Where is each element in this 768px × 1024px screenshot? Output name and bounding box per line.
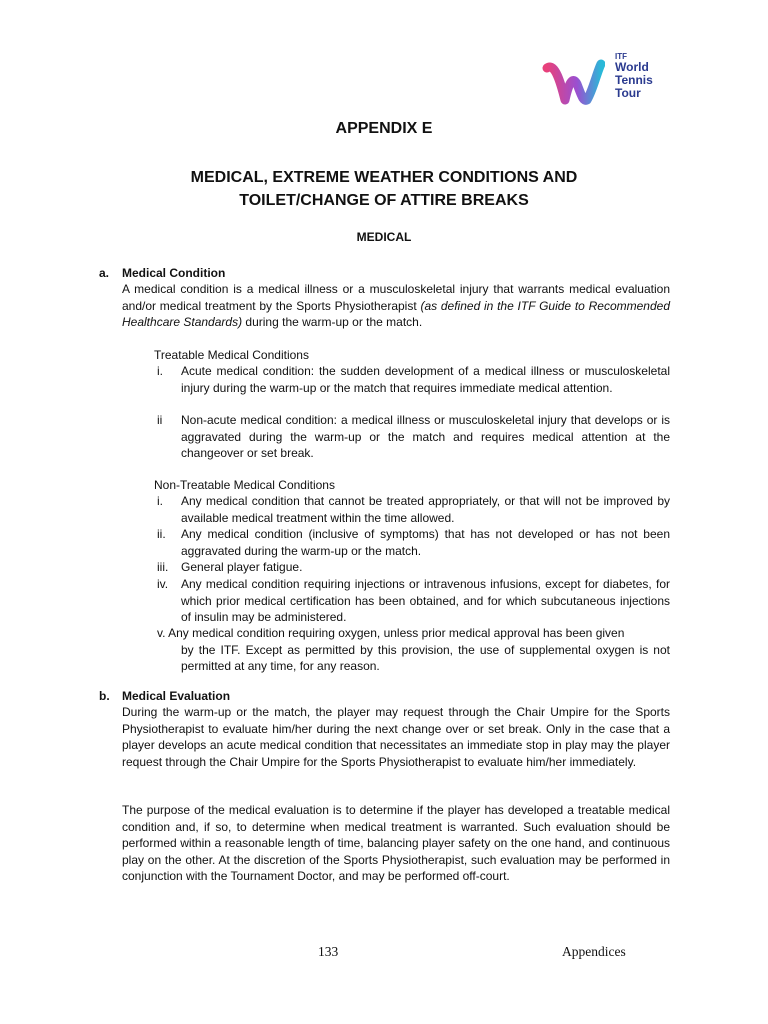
- page-title-line2: TOILET/CHANGE OF ATTIRE BREAKS: [239, 192, 529, 209]
- list-number: i.: [157, 364, 163, 378]
- list-text: Non-acute medical condition: a medical illness or musculoskeletal injury that develops or is aggravated during the warm-up or the match and requires medical attention at the changeover or set break.: [181, 413, 670, 460]
- list-number: ii: [157, 413, 163, 427]
- section-title: MEDICAL: [356, 230, 412, 244]
- section-a-italic-ref: (as defined in the ITF Guide to Recommended Healthcare Standards): [122, 298, 670, 329]
- section-b-heading: Medical Evaluation: [122, 689, 231, 703]
- section-b-paragraph-1: During the warm-up or the match, the player may request through the Chair Umpire for the Sports Physiotherapist to evaluate him/her during the next change over or set break. Only in the case that a player develops an acute medical condition that necessitates an immediate stop in play may the player request through the Chair Umpire for the Sports Physiotherapist to evaluate him/her immediately.: [122, 705, 670, 769]
- section-a-text: A medical condition is a medical illness or a musculoskeletal injury that warrants medical evaluation and/or medical treatment by the Sports Physiotherapist: [122, 282, 670, 313]
- section-a-paragraph: [122, 281, 670, 331]
- page-title-line1: MEDICAL, EXTREME WEATHER CONDITIONS AND: [190, 169, 578, 186]
- section-a-letter: a.: [99, 266, 110, 280]
- list-text: Any medical condition that cannot be treated appropriately, or that will not be improved by available medical treatment within the time allowed.: [181, 494, 670, 525]
- page-number: 133: [318, 944, 339, 959]
- logo-line1: World: [615, 60, 649, 74]
- itf-world-tennis-tour-logo: [533, 46, 653, 118]
- list-text-first-line: v. Any medical condition requiring oxygen, unless prior medical approval has been given: [157, 626, 625, 640]
- logo-text: [615, 52, 653, 100]
- nontreatable-heading: Non-Treatable Medical Conditions: [154, 478, 335, 492]
- section-b-paragraph-2: The purpose of the medical evaluation is to determine if the player has developed a treatable medical condition and, if so, to determine when medical treatment is warranted. Such evaluation should be performed within a reasonable length of time, balancing player safety on the one hand, and continuous play on the other. At the discretion of the Sports Physiotherapist, such evaluation may be performed in conjunction with the Tournament Doctor, and may be performed off-court.: [122, 803, 670, 883]
- list-number: i.: [157, 494, 163, 508]
- logo-itf: ITF: [615, 52, 627, 61]
- list-number: iv.: [157, 577, 169, 591]
- appendix-title: APPENDIX E: [335, 120, 433, 137]
- list-number: iii.: [157, 560, 169, 574]
- list-text: Any medical condition requiring injections or intravenous infusions, except for diabetes, for which prior medical certification has been obtained, and for which subcutaneous injections of insulin may be administered.: [181, 577, 670, 624]
- treatable-heading: Treatable Medical Conditions: [154, 348, 309, 362]
- logo-line2: Tennis: [615, 73, 653, 87]
- list-text: Any medical condition (inclusive of symptoms) that has not developed or has not been aggravated during the warm-up or the match.: [181, 527, 670, 558]
- section-b-letter: b.: [99, 689, 110, 703]
- section-a-heading: Medical Condition: [122, 266, 226, 280]
- section-a-text-end: during the warm-up or the match.: [245, 315, 423, 329]
- list-number: ii.: [157, 527, 166, 541]
- w-logo-mark-icon: [541, 54, 605, 114]
- page-title: [0, 166, 768, 212]
- list-text: by the ITF. Except as permitted by this provision, the use of supplemental oxygen is not permitted at any time, for any reason.: [181, 642, 670, 673]
- list-text: General player fatigue.: [181, 560, 303, 574]
- footer-label: Appendices: [562, 944, 626, 959]
- logo-line3: Tour: [615, 86, 641, 100]
- list-text: Acute medical condition: the sudden development of a medical illness or musculoskeletal injury during the warm-up or the match that requires immediate medical attention.: [181, 364, 670, 395]
